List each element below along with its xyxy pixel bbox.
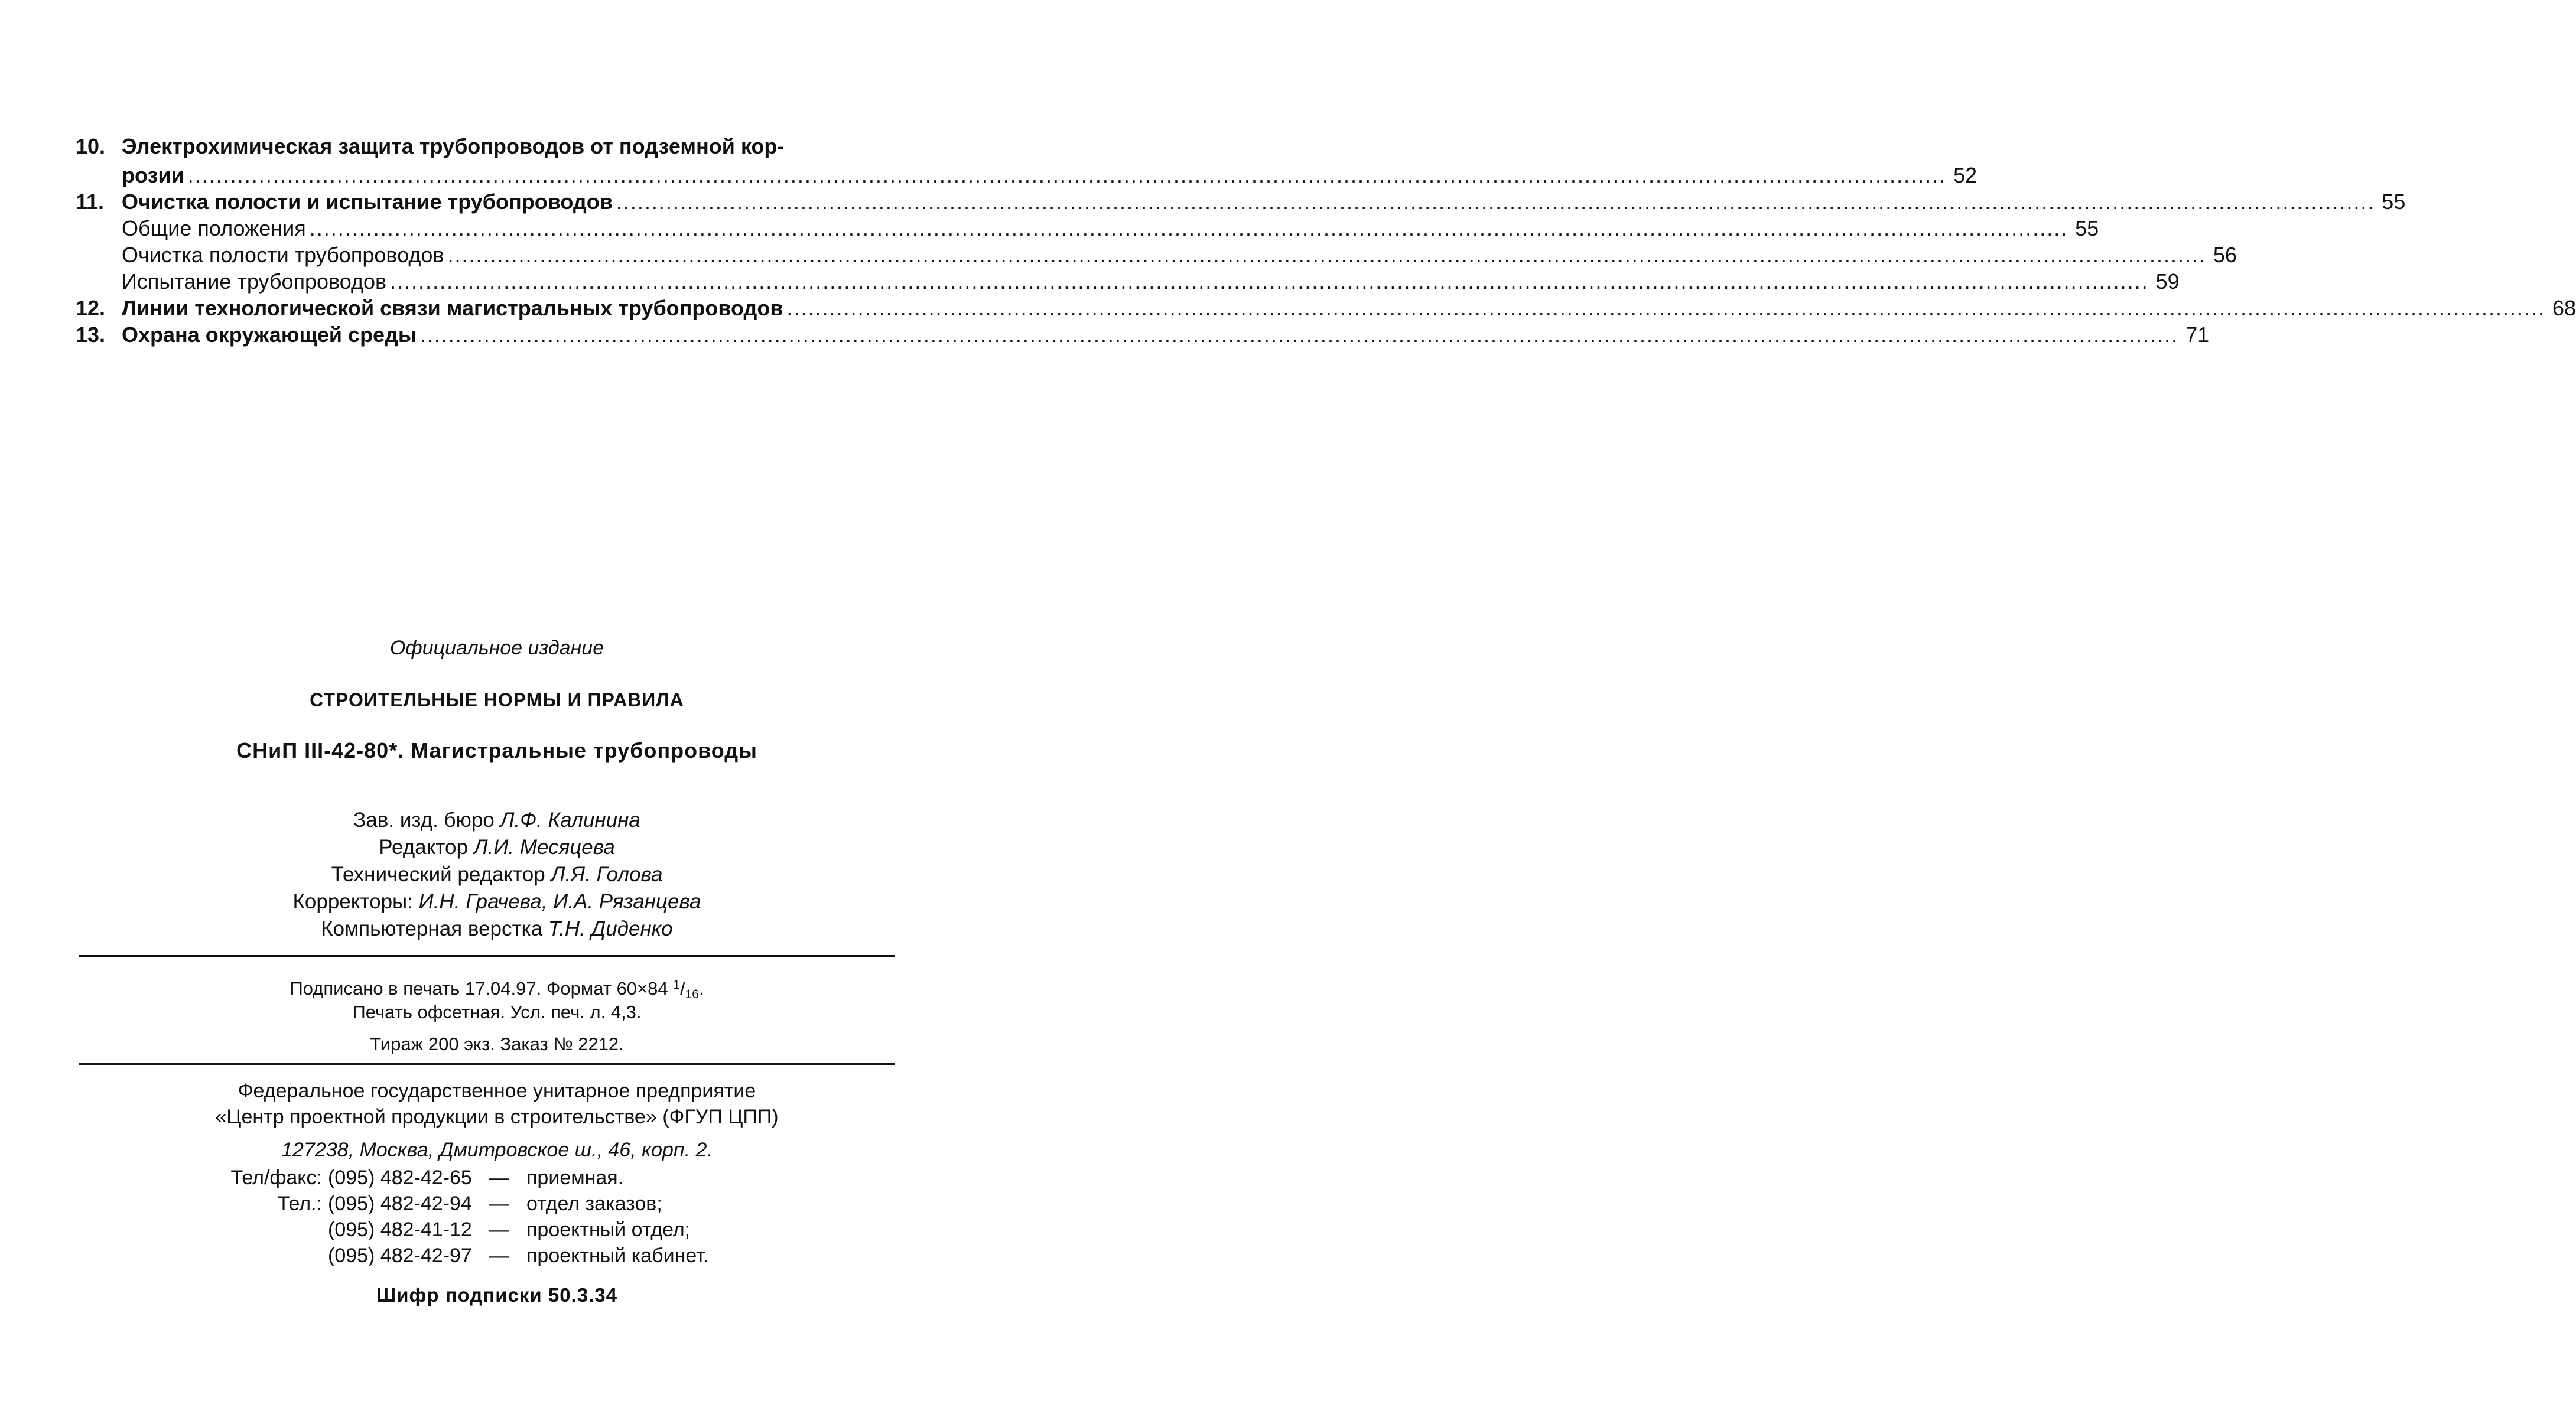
credit-name: Т.Н. Диденко (548, 917, 673, 940)
phone-description: отдел заказов; (526, 1193, 662, 1215)
norms-heading: СТРОИТЕЛЬНЫЕ НОРМЫ И ПРАВИЛА (310, 689, 684, 711)
credit-line (0, 915, 994, 943)
toc-number: 12. (76, 296, 106, 320)
toc-leader-dots (310, 215, 2068, 242)
phone-row (210, 1217, 708, 1243)
toc-page-number: 55 (2075, 216, 2099, 240)
credit-name: Л.Ф. Калинина (500, 809, 640, 832)
print-line-end: . (698, 978, 704, 999)
phone-label: Тел.: (277, 1193, 322, 1215)
credit-name: И.Н. Грачева, И.А. Рязанцева (418, 890, 701, 913)
publisher-block (0, 1078, 994, 1163)
phone-label (210, 1243, 328, 1269)
credits-block (0, 807, 994, 943)
subscription-cipher: Шифр подписки 50.3.34 (376, 1284, 617, 1306)
divider-line (79, 955, 895, 957)
toc-title: Очистка полости и испытание трубопроводов (122, 190, 613, 214)
phone-dash: — (489, 1167, 509, 1189)
toc-leader-dots (420, 321, 2178, 348)
toc-leader-dots (616, 188, 2375, 215)
toc-title: Линии технологической связи магистральных трубопроводов (122, 296, 783, 320)
toc-subitem (76, 215, 2099, 242)
toc-subitem (76, 268, 2180, 295)
divider-line (79, 1063, 895, 1065)
print-info (0, 972, 994, 1058)
toc-page-number: 71 (2185, 322, 2210, 347)
phone-description: проектный кабинет. (526, 1244, 709, 1267)
phone-label: Тел/факс: (230, 1167, 322, 1189)
phone-number: (095) 482-42-97 (328, 1244, 472, 1267)
credit-role: Корректоры: (292, 890, 413, 913)
print-line (0, 972, 994, 999)
toc-item-10 (76, 131, 1977, 188)
fraction-denominator: 16 (685, 988, 699, 1001)
credit-line (0, 834, 994, 861)
credit-role: Компьютерная верстка (321, 917, 543, 940)
toc-item-12 (76, 295, 2576, 321)
toc-page-number: 55 (2382, 190, 2406, 214)
toc-leader-dots (390, 268, 2148, 295)
format-fraction: $^1/_{16}$ (673, 978, 699, 1001)
toc-title: Очистка полости трубопроводов (122, 243, 444, 267)
toc-number: 11. (76, 190, 105, 214)
phone-list (210, 1165, 708, 1269)
phone-dash: — (489, 1244, 509, 1267)
toc-title: Общие положения (122, 216, 306, 240)
table-of-contents (76, 131, 2576, 348)
credit-role: Технический редактор (331, 863, 545, 886)
toc-leader-dots (787, 295, 2545, 321)
phone-dash: — (489, 1218, 509, 1241)
credit-line (0, 861, 994, 888)
toc-leader-dots (188, 162, 1946, 188)
phone-row (210, 1191, 708, 1217)
phone-row (210, 1243, 708, 1269)
credit-line (0, 888, 994, 915)
phone-row (210, 1165, 708, 1191)
publisher-address: 127238, Москва, Дмитровское ш., 46, корп. 2. (281, 1139, 713, 1161)
credit-name: Л.И. Месяцева (473, 836, 615, 859)
publisher-name: Федеральное государственное унитарное предприятие (238, 1080, 756, 1102)
document-title: СНиП III-42-80*. Магистральные трубопроводы (236, 738, 757, 763)
toc-page-number: 68 (2552, 296, 2576, 320)
toc-page-number: 59 (2155, 269, 2180, 294)
print-line: Печать офсетная. Усл. печ. л. 4,3. (352, 1002, 642, 1022)
fraction-numerator: 1 (673, 978, 680, 992)
credit-role: Редактор (379, 836, 468, 859)
phone-label (210, 1217, 328, 1243)
credit-line (0, 807, 994, 834)
credit-name: Л.Я. Голова (551, 863, 663, 886)
edition-label: Официальное издание (389, 637, 604, 659)
toc-title: Электрохимическая защита трубопроводов от подземной кор- (122, 134, 785, 158)
phone-dash: — (489, 1193, 509, 1215)
toc-page-number: 56 (2213, 243, 2237, 267)
toc-title-continued: розии (122, 163, 184, 187)
toc-number: 10. (76, 134, 106, 158)
toc-title: Охрана окружающей среды (122, 322, 417, 347)
phone-number: (095) 482-41-12 (328, 1218, 472, 1241)
toc-title: Испытание трубопроводов (122, 269, 387, 294)
phone-number: (095) 482-42-65 (328, 1167, 472, 1189)
print-line: Тираж 200 экз. Заказ № 2212. (370, 1034, 624, 1054)
credit-role: Зав. изд. бюро (353, 809, 495, 832)
toc-item-13 (76, 321, 2210, 348)
toc-leader-dots (447, 242, 2206, 268)
toc-subitem (76, 242, 2237, 268)
toc-item-11 (76, 188, 2406, 215)
toc-page-number: 52 (1953, 163, 1977, 187)
publisher-name-continued: «Центр проектной продукции в строительстве» (ФГУП ЦПП) (215, 1106, 779, 1128)
phone-description: проектный отдел; (526, 1218, 691, 1241)
toc-number: 13. (76, 322, 106, 347)
print-signed-format: Подписано в печать 17.04.97. Формат 60×84 (290, 978, 668, 999)
phone-number: (095) 482-42-94 (328, 1193, 472, 1215)
phone-description: приемная. (526, 1167, 624, 1189)
